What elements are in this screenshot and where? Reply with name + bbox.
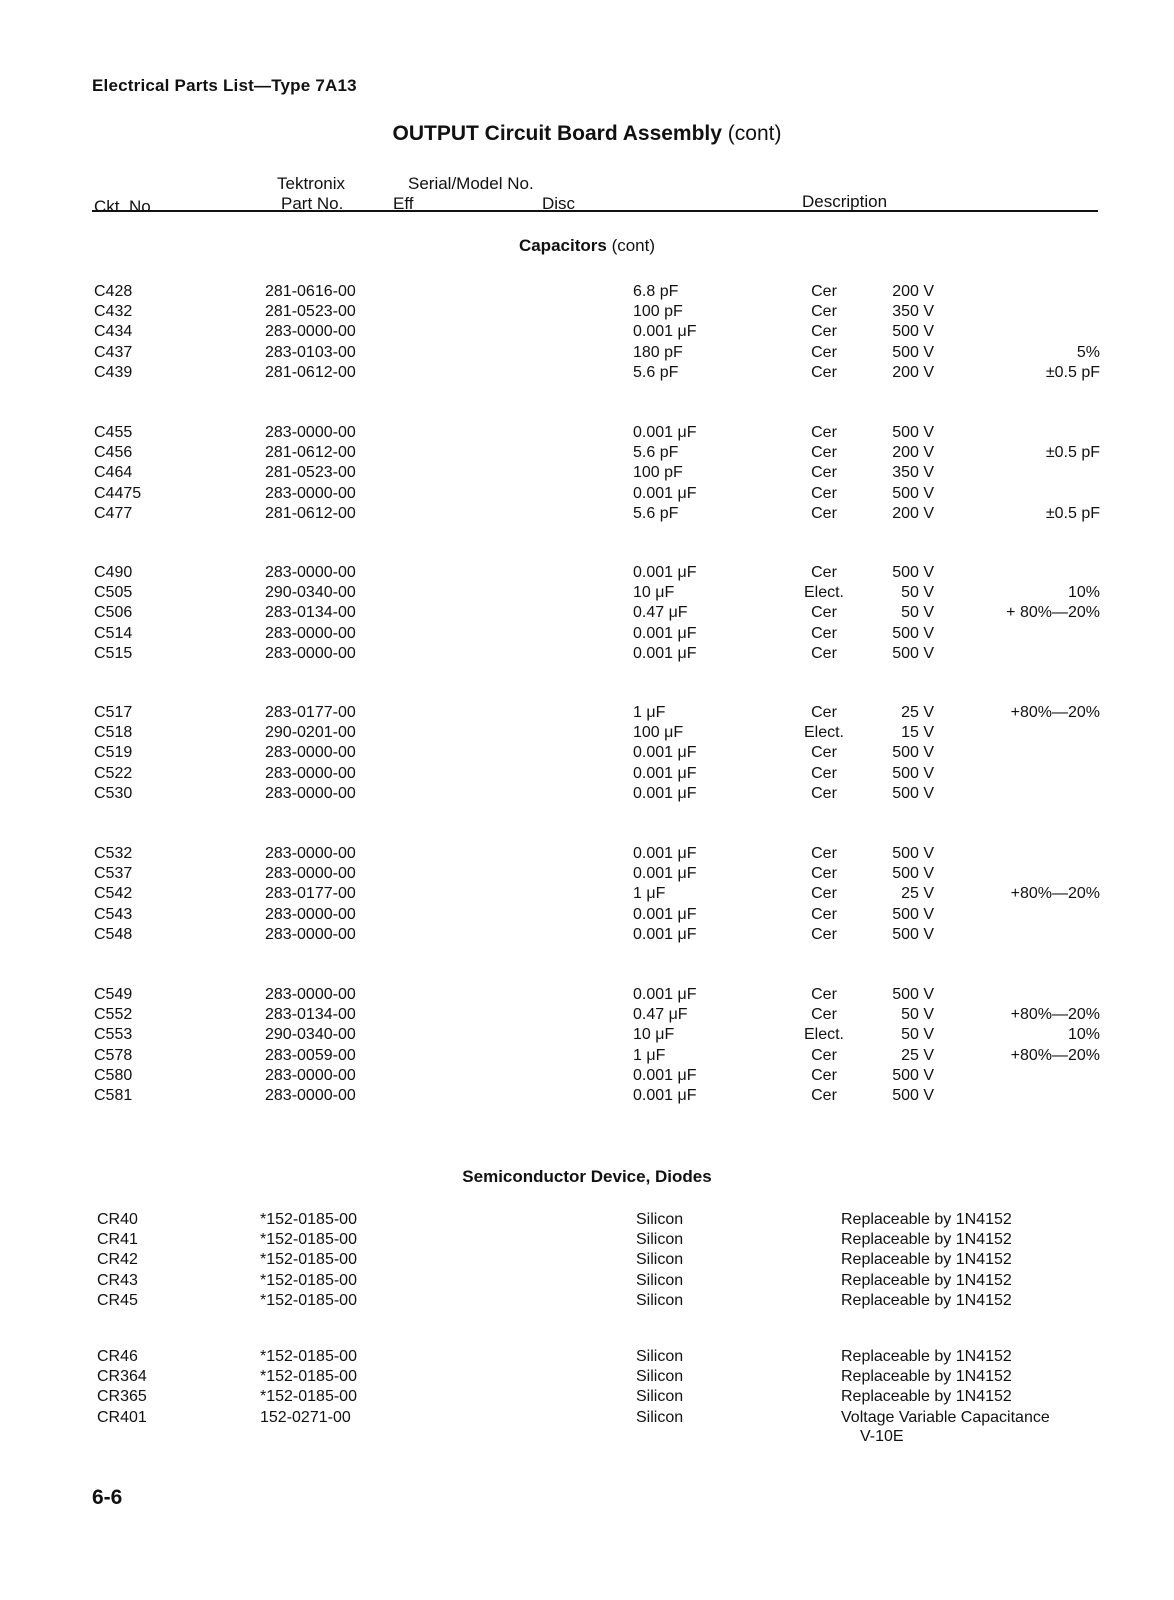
ckt-no: C434 <box>94 323 133 341</box>
voltage-rating: 50 V <box>901 1026 934 1044</box>
capacitance-value: 1 μF <box>633 704 666 721</box>
part-no: 283-0000-00 <box>265 484 356 502</box>
capacitance-value: 0.001 μF <box>633 484 697 502</box>
part-no: 283-0059-00 <box>265 1046 356 1064</box>
ckt-no: C519 <box>94 744 133 762</box>
ckt-no: C518 <box>94 724 133 742</box>
ckt-no: CR364 <box>97 1368 147 1386</box>
dielectric-type: Cer <box>811 925 837 943</box>
dielectric-type: Cer <box>811 644 837 662</box>
ckt-no: C428 <box>94 283 133 300</box>
part-no: 283-0000-00 <box>265 764 356 782</box>
voltage-rating: 500 V <box>892 564 934 581</box>
part-no: 290-0340-00 <box>265 1026 356 1044</box>
capacitor-row <box>0 344 1174 364</box>
voltage-rating: 500 V <box>892 1087 934 1104</box>
capacitor-row <box>0 323 1174 343</box>
dielectric-type: Cer <box>811 464 837 482</box>
tolerance: ±0.5 pF <box>1045 444 1100 462</box>
voltage-rating: 500 V <box>892 784 934 802</box>
ckt-no: C506 <box>94 604 133 622</box>
header-disc: Disc <box>542 194 576 213</box>
voltage-rating: 200 V <box>892 504 934 522</box>
description: Replaceable by 1N4152 <box>841 1388 1012 1406</box>
part-no: 283-0103-00 <box>265 343 356 361</box>
header-ckt-no: Ckt. No. <box>94 197 156 216</box>
voltage-rating: 500 V <box>892 424 934 441</box>
tolerance: 10% <box>1067 1026 1100 1044</box>
voltage-rating: 50 V <box>901 604 934 622</box>
part-no: *152-0185-00 <box>260 1388 357 1406</box>
part-no: 283-0000-00 <box>265 424 356 441</box>
part-no: 283-0000-00 <box>265 564 356 581</box>
capacitance-value: 1 μF <box>633 1046 666 1064</box>
capacitor-row <box>0 744 1174 764</box>
part-no: 290-0201-00 <box>265 724 356 742</box>
dielectric-type: Cer <box>811 986 837 1003</box>
dielectric-type: Cer <box>811 865 837 883</box>
capacitance-value: 0.001 μF <box>633 784 697 802</box>
capacitance-value: 5.6 pF <box>633 444 679 462</box>
capacitance-value: 100 pF <box>633 303 683 321</box>
ckt-no: C515 <box>94 644 133 662</box>
ckt-no: C530 <box>94 784 133 802</box>
part-no: 281-0616-00 <box>265 283 356 300</box>
voltage-rating: 500 V <box>892 905 934 923</box>
device-type: Silicon <box>636 1408 684 1426</box>
ckt-no: CR43 <box>97 1271 138 1289</box>
dielectric-type: Elect. <box>803 584 844 602</box>
capacitor-row <box>0 1067 1174 1087</box>
capacitance-value: 100 pF <box>633 464 683 482</box>
tolerance: +80%—20% <box>1010 1006 1100 1024</box>
capacitance-value: 0.001 μF <box>633 845 697 862</box>
capacitor-row <box>0 765 1174 785</box>
capacitance-value: 5.6 pF <box>633 504 679 522</box>
part-no: 283-0000-00 <box>265 1066 356 1084</box>
voltage-rating: 500 V <box>892 986 934 1003</box>
section-title-main: OUTPUT Circuit Board Assembly <box>392 122 722 145</box>
page-number: 6-6 <box>92 1486 123 1509</box>
voltage-rating: 500 V <box>892 865 934 883</box>
dielectric-type: Cer <box>811 444 837 462</box>
dielectric-type: Cer <box>811 1046 837 1064</box>
capacitance-value: 0.001 μF <box>633 905 697 923</box>
ckt-no: C549 <box>94 986 133 1003</box>
diodes-heading <box>0 1167 1174 1187</box>
diodes-heading-label: Semiconductor Device, Diodes <box>462 1167 712 1186</box>
diode-row <box>0 1409 1174 1429</box>
cr401-description-continuation: V-10E <box>860 1428 904 1445</box>
dielectric-type: Cer <box>811 564 837 581</box>
capacitance-value: 180 pF <box>633 343 683 361</box>
device-type: Silicon <box>636 1231 684 1249</box>
capacitance-value: 1 μF <box>633 885 666 903</box>
capacitor-row <box>0 1047 1174 1067</box>
ckt-no: C4475 <box>94 484 142 502</box>
description: Replaceable by 1N4152 <box>841 1251 1012 1269</box>
voltage-rating: 500 V <box>892 343 934 361</box>
tolerance: ±0.5 pF <box>1045 363 1100 381</box>
voltage-rating: 50 V <box>901 1006 934 1024</box>
part-no: 283-0134-00 <box>265 1006 356 1024</box>
part-no: *152-0185-00 <box>260 1348 357 1365</box>
ckt-no: C548 <box>94 925 133 943</box>
dielectric-type: Cer <box>811 1006 837 1024</box>
dielectric-type: Cer <box>811 424 837 441</box>
voltage-rating: 25 V <box>901 1046 934 1064</box>
part-no: 283-0000-00 <box>265 1087 356 1104</box>
ckt-no: C537 <box>94 865 133 883</box>
part-no: *152-0185-00 <box>260 1231 357 1249</box>
ckt-no: C517 <box>94 704 133 721</box>
capacitor-row <box>0 724 1174 744</box>
capacitor-row <box>0 485 1174 505</box>
ckt-no: C456 <box>94 444 133 462</box>
ckt-no: C514 <box>94 624 133 642</box>
ckt-no: C552 <box>94 1006 133 1024</box>
ckt-no: C477 <box>94 504 133 522</box>
part-no: 281-0612-00 <box>265 504 356 522</box>
capacitance-value: 0.001 μF <box>633 624 697 642</box>
dielectric-type: Elect. <box>803 1026 844 1044</box>
dielectric-type: Cer <box>811 1066 837 1084</box>
diode-row <box>0 1272 1174 1292</box>
capacitors-heading-suffix: (cont) <box>611 236 656 255</box>
part-no: 281-0612-00 <box>265 363 356 381</box>
voltage-rating: 500 V <box>892 484 934 502</box>
dielectric-type: Cer <box>811 784 837 802</box>
capacitor-row <box>0 604 1174 624</box>
diode-row <box>0 1231 1174 1251</box>
diode-row <box>0 1388 1174 1408</box>
voltage-rating: 15 V <box>901 724 934 742</box>
capacitor-row <box>0 1026 1174 1046</box>
capacitance-value: 0.001 μF <box>633 1087 697 1104</box>
part-no: 283-0000-00 <box>265 845 356 862</box>
part-no: *152-0185-00 <box>260 1211 357 1228</box>
part-no: 283-0000-00 <box>265 865 356 883</box>
device-type: Silicon <box>636 1368 684 1386</box>
capacitor-row <box>0 564 1174 584</box>
ckt-no: C542 <box>94 885 133 903</box>
capacitance-value: 0.001 μF <box>633 644 697 662</box>
capacitance-value: 6.8 pF <box>633 283 679 300</box>
capacitor-row <box>0 464 1174 484</box>
dielectric-type: Cer <box>811 343 837 361</box>
ckt-no: CR45 <box>97 1291 138 1309</box>
section-title <box>0 122 1174 146</box>
voltage-rating: 500 V <box>892 1066 934 1084</box>
section-title-suffix: (cont) <box>727 122 782 145</box>
description: Replaceable by 1N4152 <box>841 1291 1012 1309</box>
capacitor-row <box>0 584 1174 604</box>
ckt-no: C432 <box>94 303 133 321</box>
part-no: 283-0000-00 <box>265 905 356 923</box>
ckt-no: CR41 <box>97 1231 138 1249</box>
voltage-rating: 500 V <box>892 845 934 862</box>
capacitor-row <box>0 303 1174 323</box>
capacitance-value: 0.47 μF <box>633 1006 688 1024</box>
tolerance: + 80%—20% <box>1006 604 1100 622</box>
dielectric-type: Cer <box>811 303 837 321</box>
capacitor-row <box>0 444 1174 464</box>
capacitors-heading-label: Capacitors <box>518 236 607 255</box>
description: Replaceable by 1N4152 <box>841 1211 1012 1228</box>
dielectric-type: Cer <box>811 1087 837 1104</box>
capacitor-row <box>0 986 1174 1006</box>
part-no: *152-0185-00 <box>260 1291 357 1309</box>
dielectric-type: Cer <box>811 484 837 502</box>
voltage-rating: 25 V <box>901 704 934 721</box>
voltage-rating: 200 V <box>892 444 934 462</box>
part-no: 283-0000-00 <box>265 784 356 802</box>
ckt-no: C439 <box>94 363 133 381</box>
ckt-no: C437 <box>94 343 133 361</box>
capacitor-row <box>0 505 1174 525</box>
part-no: 281-0523-00 <box>265 464 356 482</box>
dielectric-type: Cer <box>811 905 837 923</box>
part-no: 283-0177-00 <box>265 704 356 721</box>
capacitor-row <box>0 785 1174 805</box>
tolerance: +80%—20% <box>1010 704 1100 721</box>
device-type: Silicon <box>636 1251 684 1269</box>
capacitance-value: 0.47 μF <box>633 604 688 622</box>
dielectric-type: Cer <box>811 624 837 642</box>
capacitor-row <box>0 1087 1174 1107</box>
capacitor-row <box>0 625 1174 645</box>
header-tektronix: Tektronix <box>277 174 346 193</box>
dielectric-type: Cer <box>811 604 837 622</box>
description: Replaceable by 1N4152 <box>841 1271 1012 1289</box>
dielectric-type: Cer <box>811 744 837 762</box>
part-no: 283-0000-00 <box>265 925 356 943</box>
part-no: 283-0177-00 <box>265 885 356 903</box>
ckt-no: CR365 <box>97 1388 147 1406</box>
capacitor-row <box>0 845 1174 865</box>
voltage-rating: 200 V <box>892 283 934 300</box>
voltage-rating: 200 V <box>892 363 934 381</box>
capacitance-value: 100 μF <box>633 724 684 742</box>
ckt-no: C490 <box>94 564 133 581</box>
ckt-no: C455 <box>94 424 133 441</box>
capacitance-value: 0.001 μF <box>633 865 697 883</box>
voltage-rating: 500 V <box>892 323 934 341</box>
device-type: Silicon <box>636 1271 684 1289</box>
capacitor-row <box>0 283 1174 303</box>
device-type: Silicon <box>636 1291 684 1309</box>
ckt-no: CR401 <box>97 1408 147 1426</box>
capacitance-value: 5.6 pF <box>633 363 679 381</box>
running-head: Electrical Parts List—Type 7A13 <box>92 76 357 95</box>
diode-row <box>0 1292 1174 1312</box>
dielectric-type: Cer <box>811 885 837 903</box>
diode-row <box>0 1211 1174 1231</box>
voltage-rating: 50 V <box>901 584 934 602</box>
capacitor-row <box>0 926 1174 946</box>
header-rule <box>92 210 1098 212</box>
tolerance: ±0.5 pF <box>1045 504 1100 522</box>
description: Replaceable by 1N4152 <box>841 1368 1012 1386</box>
voltage-rating: 500 V <box>892 925 934 943</box>
dielectric-type: Cer <box>811 704 837 721</box>
capacitance-value: 0.001 μF <box>633 925 697 943</box>
ckt-no: C532 <box>94 845 133 862</box>
capacitors-heading <box>0 236 1174 256</box>
voltage-rating: 500 V <box>892 624 934 642</box>
part-no: 152-0271-00 <box>260 1408 351 1426</box>
tolerance: +80%—20% <box>1010 885 1100 903</box>
ckt-no: C522 <box>94 764 133 782</box>
voltage-rating: 25 V <box>901 885 934 903</box>
capacitor-row <box>0 645 1174 665</box>
diode-row <box>0 1251 1174 1271</box>
part-no: 281-0612-00 <box>265 444 356 462</box>
part-no: *152-0185-00 <box>260 1271 357 1289</box>
capacitor-row <box>0 885 1174 905</box>
ckt-no: C578 <box>94 1046 133 1064</box>
ckt-no: C580 <box>94 1066 133 1084</box>
capacitance-value: 10 μF <box>633 584 675 602</box>
capacitance-value: 0.001 μF <box>633 744 697 762</box>
part-no: 283-0134-00 <box>265 604 356 622</box>
part-no: 290-0340-00 <box>265 584 356 602</box>
capacitor-row <box>0 424 1174 444</box>
part-no: 283-0000-00 <box>265 323 356 341</box>
ckt-no: CR40 <box>97 1211 138 1228</box>
diode-row <box>0 1368 1174 1388</box>
tolerance: +80%—20% <box>1010 1046 1100 1064</box>
capacitance-value: 0.001 μF <box>633 1066 697 1084</box>
description: Replaceable by 1N4152 <box>841 1348 1012 1365</box>
dielectric-type: Cer <box>811 764 837 782</box>
capacitance-value: 10 μF <box>633 1026 675 1044</box>
device-type: Silicon <box>636 1388 684 1406</box>
part-no: 283-0000-00 <box>265 644 356 662</box>
voltage-rating: 500 V <box>892 644 934 662</box>
capacitor-row <box>0 906 1174 926</box>
part-no: 283-0000-00 <box>265 624 356 642</box>
tolerance: 5% <box>1076 343 1100 361</box>
header-description: Description <box>802 192 888 211</box>
part-no: 281-0523-00 <box>265 303 356 321</box>
dielectric-type: Elect. <box>803 724 844 742</box>
dielectric-type: Cer <box>811 283 837 300</box>
ckt-no: C553 <box>94 1026 133 1044</box>
ckt-no: C543 <box>94 905 133 923</box>
capacitance-value: 0.001 μF <box>633 424 697 441</box>
voltage-rating: 500 V <box>892 744 934 762</box>
capacitance-value: 0.001 μF <box>633 764 697 782</box>
part-no: 283-0000-00 <box>265 986 356 1003</box>
dielectric-type: Cer <box>811 845 837 862</box>
dielectric-type: Cer <box>811 323 837 341</box>
header-serial-model: Serial/Model No. <box>408 174 534 193</box>
header-part-no: Part No. <box>281 194 344 213</box>
dielectric-type: Cer <box>811 363 837 381</box>
part-no: *152-0185-00 <box>260 1368 357 1386</box>
ckt-no: C505 <box>94 584 133 602</box>
device-type: Silicon <box>636 1348 684 1365</box>
capacitance-value: 0.001 μF <box>633 986 697 1003</box>
ckt-no: CR42 <box>97 1251 138 1269</box>
voltage-rating: 350 V <box>892 303 934 321</box>
capacitance-value: 0.001 μF <box>633 323 697 341</box>
voltage-rating: 350 V <box>892 464 934 482</box>
part-no: 283-0000-00 <box>265 744 356 762</box>
diode-row <box>0 1348 1174 1368</box>
capacitor-row <box>0 364 1174 384</box>
ckt-no: CR46 <box>97 1348 138 1365</box>
header-eff: Eff <box>393 194 414 213</box>
description: Voltage Variable Capacitance <box>841 1408 1050 1426</box>
capacitor-row <box>0 704 1174 724</box>
ckt-no: C581 <box>94 1087 133 1104</box>
device-type: Silicon <box>636 1211 684 1228</box>
tolerance: 10% <box>1067 584 1100 602</box>
capacitance-value: 0.001 μF <box>633 564 697 581</box>
description: Replaceable by 1N4152 <box>841 1231 1012 1249</box>
capacitor-row <box>0 1006 1174 1026</box>
voltage-rating: 500 V <box>892 764 934 782</box>
part-no: *152-0185-00 <box>260 1251 357 1269</box>
capacitor-row <box>0 865 1174 885</box>
ckt-no: C464 <box>94 464 133 482</box>
dielectric-type: Cer <box>811 504 837 522</box>
